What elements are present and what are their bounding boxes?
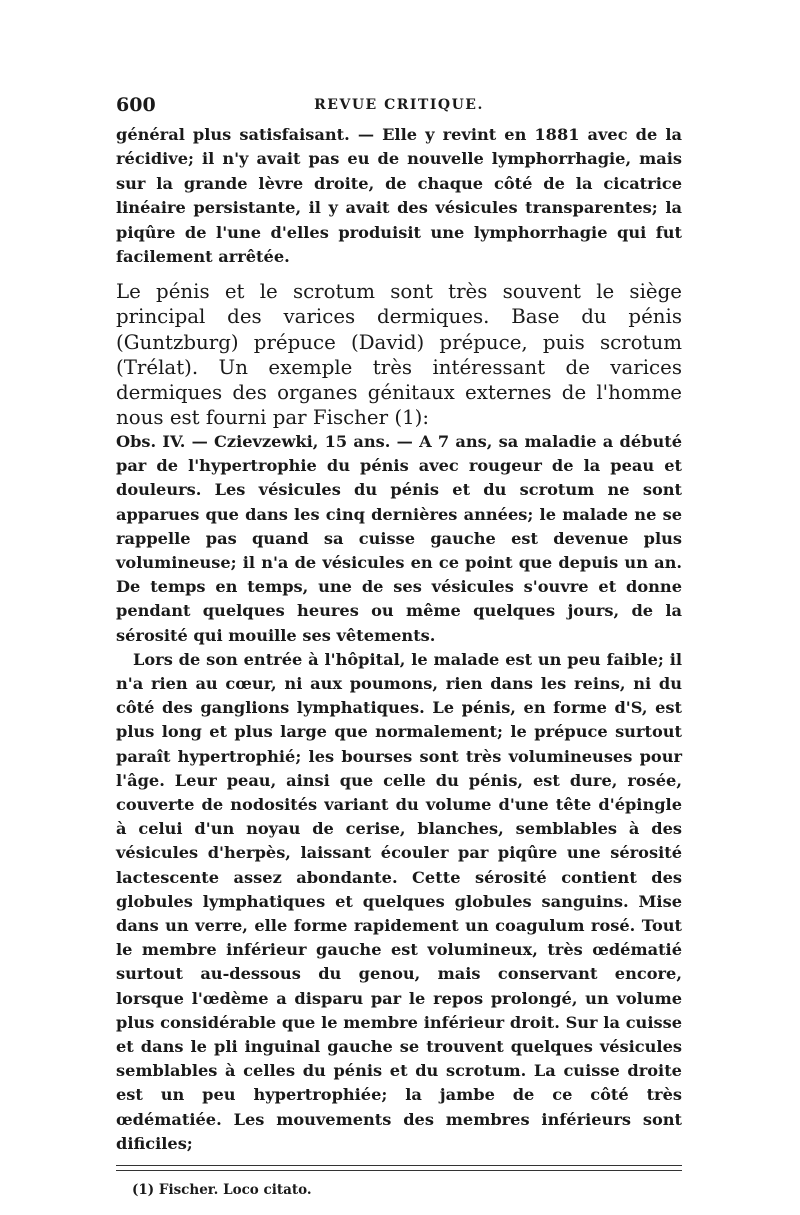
opening-paragraph: général plus satisfaisant. — Elle y revint en 1881 avec de la récidive; il n'y avait pas eu de nouvelle lymphorrhagie, mais sur la grande lèvre droite, de chaque côté de la cicatrice linéaire persistante, il y avait des vésicules transparentes; la piqûre de l'une d'elles produisit une lymphorrhagie qui fut facilement arrêtée. [116, 125, 682, 267]
observation-paragraph: Obs. IV. — Czievzewki, 15 ans. — A 7 ans, sa maladie a débuté par de l'hypertrophie du pénis avec rougeur de la peau et douleurs. Les vésicules du pénis et du scrotum ne sont apparues que dans les cinq dernières années; le malade ne se rappelle pas quand sa cuisse gauche est devenue plus volumineuse; il n'a de vésicules en ce point que depuis un an. De temps en temps, une de ses vésicules s'ouvre et donne pendant quelques heures ou même quelques jours, de la sérosité qui mouille ses vêtements. [116, 432, 682, 645]
main-paragraph: Le pénis et le scrotum sont très souvent le siège principal des varices dermiques. Base du pénis (Guntzburg) prépuce (David) prépuce, puis scrotum (Trélat). Un exemple très intéressant de varices dermiques des organes génitaux externes de l'homme nous est fourni par Fischer (1): [116, 280, 682, 430]
hospital-paragraph: Lors de son entrée à l'hôpital, le malade est un peu faible; il n'a rien au cœur, ni aux poumons, rien dans les reins, ni du côté des ganglions lymphatiques. Le pénis, en forme d'S, est plus long et plus large que normalement; le prépuce surtout paraît hypertrophié; les bourses sont très volumineuses pour l'âge. Leur peau, ainsi que celle du pénis, est dure, rosée, couverte de nodosités variant du volume d'une tête d'épingle à celui d'un noyau de cerise, blanches, semblables à des vésicules d'herpès, laissant écouler par piqûre une sérosité lactescente assez abondante. Cette sérosité contient des globules lymphatiques et quelques globules sanguins. Mise dans un verre, elle forme rapidement un coagulum rosé. Tout le membre inférieur gauche est volumineux, très œdématié surtout au-dessous du genou, mais conservant encore, lorsque l'œdème a disparu par le repos prolongé, un volume plus considérable que le membre inférieur droit. Sur la cuisse et dans le pli inguinal gauche se trouvent quelques vésicules semblables à celles du pénis et du scrotum. La cuisse droite est un peu hypertrophiée; la jambe de ce côté très œdématiée. Les mouvements des membres inférieurs sont dificiles; [116, 649, 682, 1153]
main-paragraph-block [116, 279, 682, 431]
footnote: (1) Fischer. Loco citato. [132, 1182, 312, 1198]
opening-paragraph-block [116, 123, 682, 269]
page-number: 600 [116, 94, 156, 116]
running-head: REVUE CRITIQUE. [314, 97, 484, 113]
footnote-rule-secondary [116, 1170, 682, 1171]
page-header [116, 94, 682, 122]
footnote-rule [116, 1165, 682, 1166]
observation-block [116, 430, 682, 1156]
